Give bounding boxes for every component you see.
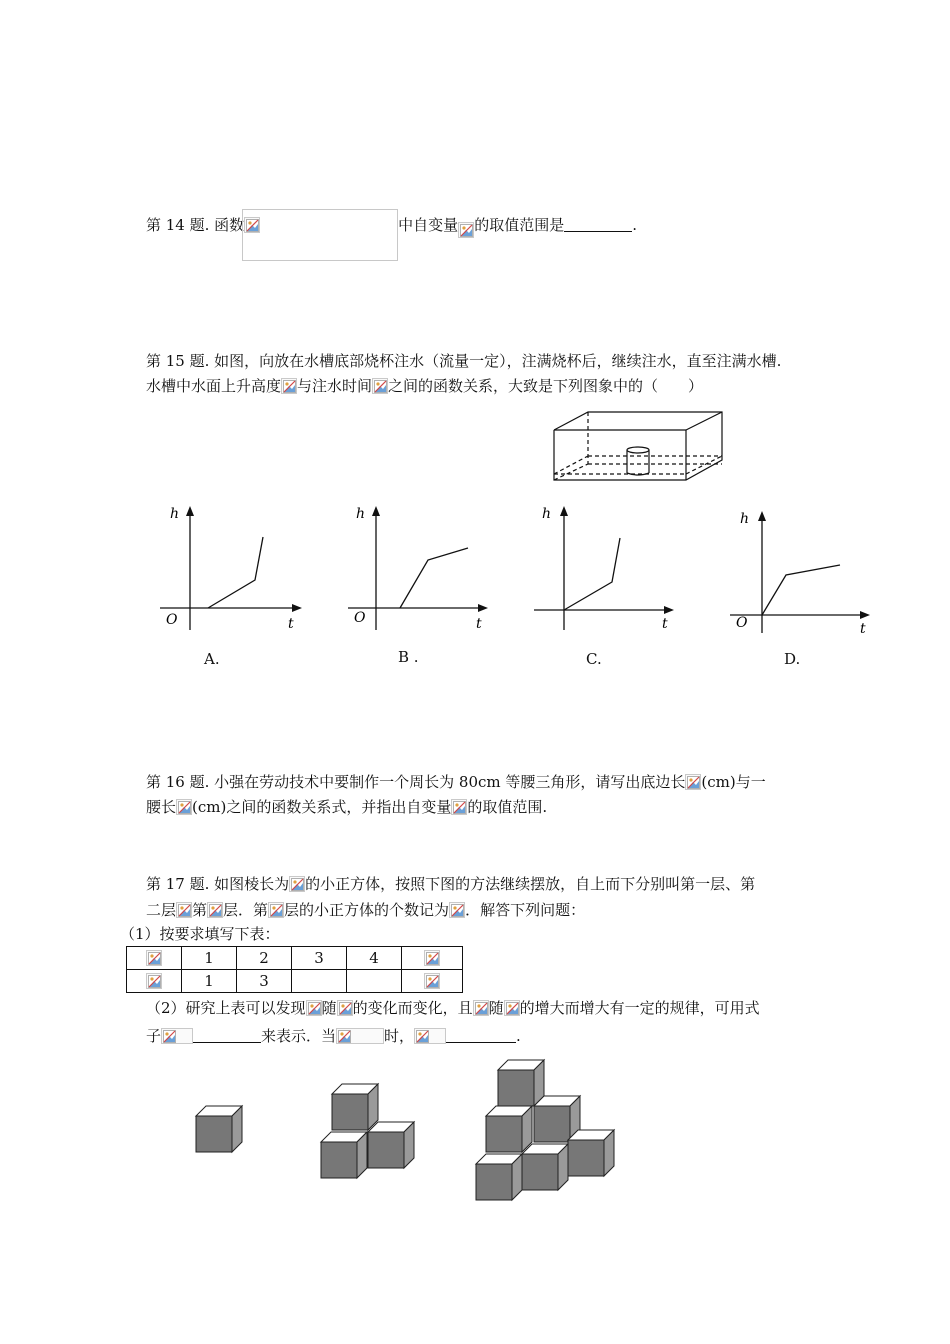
- q14-suffix: 的取值范围是: [474, 216, 565, 234]
- small-cube: [196, 1106, 242, 1152]
- broken-image-icon: [207, 902, 223, 918]
- graph-a-xlabel: t: [288, 616, 294, 632]
- broken-image-icon: [424, 950, 440, 966]
- graph-b-origin: O: [354, 610, 366, 626]
- q17-line2: 二层 第 层．第 层的小正方体的个数记为 ．解答下列问题：: [146, 901, 586, 919]
- small-cube: [476, 1154, 522, 1200]
- small-cube: [522, 1144, 568, 1190]
- q14-line: 第 14 题. 函数 中自变量 的取值范围是 .: [146, 215, 637, 238]
- small-cube: [568, 1130, 614, 1176]
- broken-image-icon: [146, 950, 162, 966]
- table-cell: 1: [182, 970, 237, 993]
- table-cell: 3: [237, 970, 292, 993]
- q16-line2: 腰长 (cm)之间的函数关系式，并指出自变量 的取值范围.: [146, 798, 548, 816]
- q17-formula-blank[interactable]: [193, 1042, 261, 1043]
- graph-b: [348, 500, 498, 640]
- q14-middle: 中自变量: [398, 216, 459, 234]
- small-cube: [498, 1060, 544, 1106]
- small-cube: [486, 1106, 532, 1152]
- broken-image-icon: [473, 1000, 489, 1016]
- graph-a-label[interactable]: A.: [204, 650, 220, 668]
- q15-line1: 第 15 题. 如图，向放在水槽底部烧杯注水（流量一定），注满烧杯后，继续注水，直至注满水槽.: [146, 352, 782, 370]
- broken-image-icon: [685, 774, 701, 790]
- q17-line1: 第 17 题. 如图棱长为 的小正方体，按照下图的方法继续摆放，自上而下分别叫第一层、第: [146, 875, 756, 893]
- table-cell: 3: [292, 947, 347, 970]
- graph-d-ylabel: h: [740, 511, 750, 527]
- graph-d-origin: O: [736, 615, 748, 631]
- graph-c-label[interactable]: C.: [586, 650, 602, 668]
- broken-image-icon: [268, 902, 284, 918]
- small-cube: [368, 1122, 414, 1168]
- broken-image-icon: [146, 973, 162, 989]
- table-row: [127, 947, 463, 970]
- broken-image-icon: [458, 222, 474, 238]
- table-cell[interactable]: [347, 970, 402, 993]
- broken-image-icon: [424, 973, 440, 989]
- graph-b-label[interactable]: B .: [398, 648, 419, 666]
- q15-line2: 水槽中水面上升高度 与注水时间 之间的函数关系，大致是下列图象中的（ ）: [146, 377, 704, 395]
- graph-c: [534, 500, 684, 640]
- table-cell: 2: [237, 947, 292, 970]
- water-tank-figure: [552, 410, 724, 482]
- broken-image-icon: [306, 1000, 322, 1016]
- broken-image-icon: [451, 799, 467, 815]
- broken-image-icon: [289, 876, 305, 892]
- q14-answer-blank[interactable]: [564, 231, 632, 232]
- small-cube: [332, 1084, 378, 1130]
- graph-c-xlabel: t: [662, 616, 668, 632]
- table-cell[interactable]: [292, 970, 347, 993]
- graph-d-label[interactable]: D.: [784, 650, 801, 668]
- broken-image-icon: [161, 1028, 193, 1044]
- broken-image-icon: [176, 799, 192, 815]
- cubes-figure: [150, 1056, 630, 1206]
- q17-line3: （1）按要求填写下表：: [120, 925, 280, 943]
- graph-c-ylabel: h: [542, 506, 552, 522]
- broken-image-icon: [414, 1028, 446, 1044]
- table-row: [127, 970, 463, 993]
- broken-image-icon: [176, 902, 192, 918]
- broken-image-icon: [504, 1000, 520, 1016]
- broken-image-icon: [336, 1028, 384, 1044]
- graph-d-xlabel: t: [860, 621, 866, 637]
- q17-answer-blank[interactable]: [446, 1042, 516, 1043]
- broken-image-icon: [337, 1000, 353, 1016]
- broken-image-icon: [281, 378, 297, 394]
- broken-image-icon: [449, 902, 465, 918]
- q14-prefix: 第 14 题. 函数: [146, 216, 245, 234]
- small-cube: [321, 1132, 367, 1178]
- graph-b-ylabel: h: [356, 506, 366, 522]
- q14-formula-placeholder: [242, 209, 398, 261]
- table-cell: 4: [347, 947, 402, 970]
- q17-line5: 子 来表示．当 时， .: [146, 1027, 521, 1045]
- q17-line4: （2）研究上表可以发现 随 的变化而变化，且 随 的增大而增大有一定的规律，可用式: [146, 999, 760, 1017]
- graph-b-xlabel: t: [476, 616, 482, 632]
- graph-d: [730, 505, 880, 645]
- graph-a: [160, 500, 310, 640]
- graph-a-origin: O: [166, 612, 178, 628]
- broken-image-icon: [372, 378, 388, 394]
- q17-table: [126, 946, 463, 993]
- table-cell: 1: [182, 947, 237, 970]
- q16-line1: 第 16 题. 小强在劳动技术中要制作一个周长为 80cm 等腰三角形，请写出底边长 (cm)与一: [146, 773, 766, 791]
- graph-a-ylabel: h: [170, 506, 180, 522]
